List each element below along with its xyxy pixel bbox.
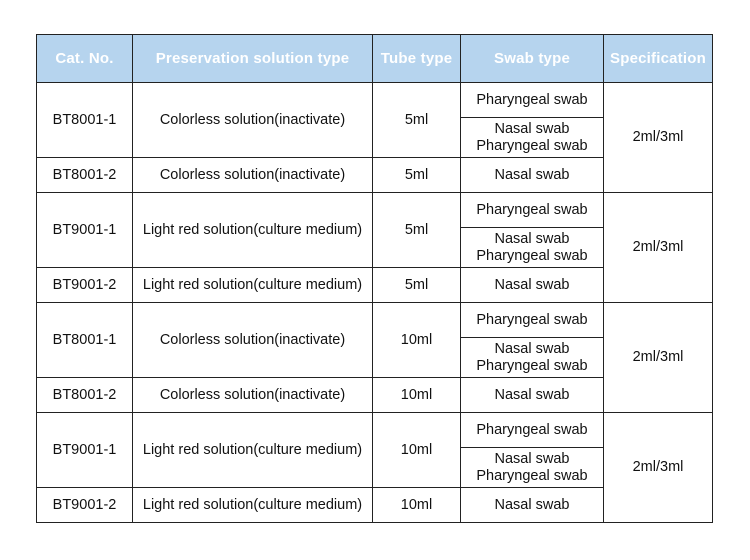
cat-no-cell: BT8001-2 <box>37 158 133 193</box>
swab-cell: Nasal swab <box>461 158 604 193</box>
swab-line: Nasal swab <box>494 340 570 357</box>
product-spec-table <box>36 34 713 523</box>
table-row <box>37 413 713 448</box>
swab-cell <box>461 448 604 488</box>
cat-no-cell: BT9001-2 <box>37 268 133 303</box>
swab-cell <box>461 228 604 268</box>
spec-cell: 2ml/3ml <box>604 83 713 193</box>
swab-line: Nasal swab <box>494 120 570 137</box>
solution-cell: Colorless solution(inactivate) <box>133 303 373 378</box>
solution-cell: Light red solution(culture medium) <box>133 413 373 488</box>
tube-cell: 10ml <box>373 303 461 378</box>
swab-cell: Pharyngeal swab <box>461 303 604 338</box>
header-cat-no: Cat. No. <box>37 35 133 83</box>
header-solution-type: Preservation solution type <box>133 35 373 83</box>
swab-cell <box>461 118 604 158</box>
swab-cell: Nasal swab <box>461 378 604 413</box>
swab-cell: Pharyngeal swab <box>461 193 604 228</box>
solution-cell: Colorless solution(inactivate) <box>133 83 373 158</box>
spec-cell: 2ml/3ml <box>604 413 713 523</box>
cat-no-cell: BT8001-1 <box>37 83 133 158</box>
table-row <box>37 303 713 338</box>
swab-cell <box>461 338 604 378</box>
solution-cell: Colorless solution(inactivate) <box>133 378 373 413</box>
cat-no-cell: BT9001-1 <box>37 413 133 488</box>
tube-cell: 10ml <box>373 488 461 523</box>
table-row <box>37 193 713 228</box>
cat-no-cell: BT8001-1 <box>37 303 133 378</box>
solution-cell: Light red solution(culture medium) <box>133 193 373 268</box>
solution-cell: Light red solution(culture medium) <box>133 268 373 303</box>
swab-line: Pharyngeal swab <box>476 357 588 374</box>
solution-cell: Colorless solution(inactivate) <box>133 158 373 193</box>
swab-cell: Pharyngeal swab <box>461 83 604 118</box>
tube-cell: 5ml <box>373 158 461 193</box>
header-row <box>37 35 713 83</box>
cat-no-cell: BT9001-2 <box>37 488 133 523</box>
swab-line: Pharyngeal swab <box>476 247 588 264</box>
tube-cell: 5ml <box>373 193 461 268</box>
swab-line: Pharyngeal swab <box>476 137 588 154</box>
swab-line: Pharyngeal swab <box>476 467 588 484</box>
cat-no-cell: BT9001-1 <box>37 193 133 268</box>
table-row <box>37 83 713 118</box>
swab-cell: Pharyngeal swab <box>461 413 604 448</box>
spec-cell: 2ml/3ml <box>604 303 713 413</box>
cat-no-cell: BT8001-2 <box>37 378 133 413</box>
tube-cell: 5ml <box>373 83 461 158</box>
swab-line: Nasal swab <box>494 230 570 247</box>
header-swab-type: Swab type <box>461 35 604 83</box>
tube-cell: 10ml <box>373 413 461 488</box>
tube-cell: 5ml <box>373 268 461 303</box>
swab-cell: Nasal swab <box>461 268 604 303</box>
solution-cell: Light red solution(culture medium) <box>133 488 373 523</box>
swab-cell: Nasal swab <box>461 488 604 523</box>
header-tube-type: Tube type <box>373 35 461 83</box>
spec-cell: 2ml/3ml <box>604 193 713 303</box>
tube-cell: 10ml <box>373 378 461 413</box>
swab-line: Nasal swab <box>494 450 570 467</box>
header-specification: Specification <box>604 35 713 83</box>
